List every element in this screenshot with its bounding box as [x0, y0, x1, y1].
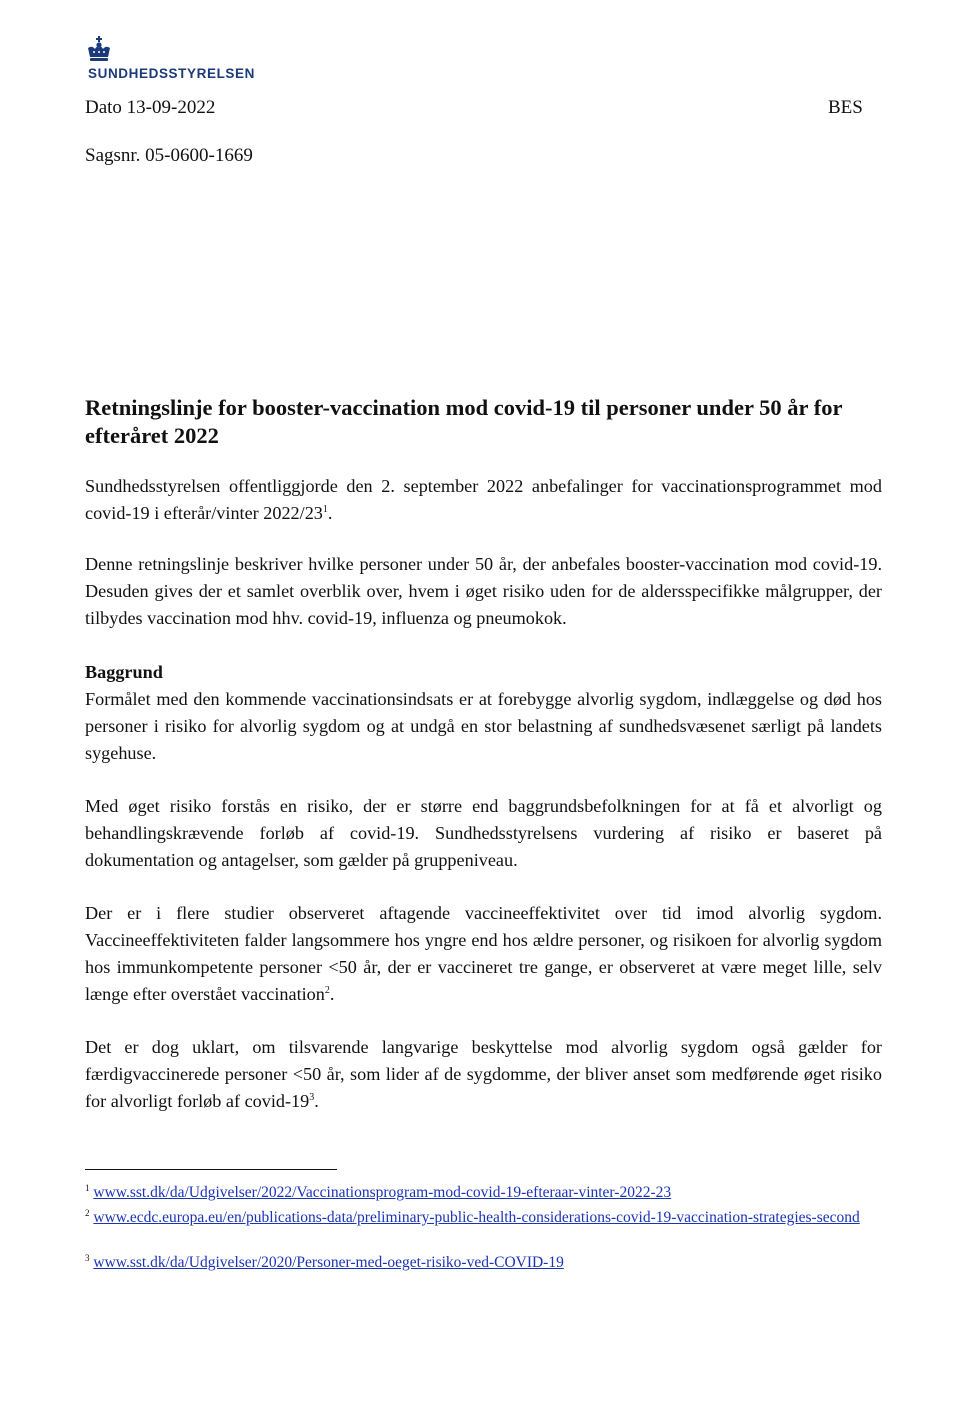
footnote-3	[85, 1253, 880, 1273]
paragraph-background-text: Formålet med den kommende vaccinationsindsats er at forebygge alvorlig sygdom, indlæggelse og død hos personer i risiko for alvorlig sygdom og at undgå en stor belastning af sundhedsvæsenet særligt på landets sygehuse.	[85, 689, 882, 763]
author-initials: BES	[828, 97, 863, 118]
sentence-end: .	[314, 1091, 319, 1111]
logo-text: SUNDHEDSSTYRELSEN	[88, 66, 255, 81]
paragraph-vaccine-effectiveness-text: Der er i flere studier observeret aftagende vaccineeffektivitet over tid imod alvorlig sygdom. Vaccineeffektiviteten falder langsommere hos yngre end hos ældre personer, og risikoen for alvorlig sygdom hos immunkompetente personer <50 år, der er vaccineret tre gange, er observeret at være meget lille, selv længe efter overstået vaccination	[85, 903, 882, 1004]
paragraph-risk-definition: Med øget risiko forstås en risiko, der er større end baggrundsbefolkningen for at få et alvorligt og behandlingskrævende forløb af covid-19. Sundhedsstyrelsens vurdering af risiko er baseret på dokumentation og antagelser, som gælder på gruppeniveau.	[85, 796, 882, 870]
footnote-ref-2[interactable]: 2	[324, 984, 330, 996]
footnote-1	[85, 1183, 880, 1203]
page-title: Retningslinje for booster-vaccination mod covid-19 til personer under 50 år for efteråret 2022	[85, 395, 843, 448]
footnote-link[interactable]: www.sst.dk/da/Udgivelser/2020/Personer-med-oeget-risiko-ved-COVID-19	[93, 1254, 564, 1271]
footnote-number: 3	[85, 1252, 90, 1263]
footnote-ref-1[interactable]: 1	[322, 503, 328, 515]
crown-icon	[86, 36, 112, 64]
paragraph-background	[85, 659, 882, 767]
paragraph-intro	[85, 473, 882, 527]
sentence-end: .	[329, 984, 335, 1004]
paragraph-intro-text: Sundhedsstyrelsen offentliggjorde den 2. september 2022 anbefalinger for vaccinationsprogrammet mod covid-19 i efterår/vinter 2022/23	[85, 476, 882, 523]
paragraph-scope: Denne retningslinje beskriver hvilke personer under 50 år, der anbefales booster-vaccination mod covid-19. Desuden gives der et samlet overblik over, hvem i øget risiko uden for de aldersspecifikke målgrupper, der tilbydes vaccination mod hhv. covid-19, influenza og pneumokok.	[85, 554, 882, 628]
footnote-divider	[85, 1169, 337, 1170]
paragraph-uncertainty	[85, 1034, 882, 1115]
paragraph-uncertainty-text: Det er dog uklart, om tilsvarende langvarige beskyttelse mod alvorlig sygdom også gælder for færdigvaccinerede personer <50 år, som lider af de sygdomme, der bliver anset som medførende øget risiko for alvorligt forløb af covid-19	[85, 1037, 882, 1111]
footnote-link[interactable]: www.sst.dk/da/Udgivelser/2022/Vaccinationsprogram-mod-covid-19-efteraar-vinter-2022-23	[93, 1184, 672, 1201]
footnote-number: 2	[85, 1207, 90, 1218]
footnote-2	[85, 1208, 880, 1228]
sentence-end: .	[327, 503, 333, 523]
document-date: Dato 13-09-2022	[85, 97, 216, 118]
footnote-ref-3[interactable]: 3	[309, 1091, 315, 1103]
footnote-number: 1	[85, 1182, 90, 1193]
paragraph-vaccine-effectiveness	[85, 900, 882, 1008]
case-number: Sagsnr. 05-0600-1669	[85, 145, 253, 166]
section-heading: Baggrund	[85, 662, 163, 682]
footnote-link[interactable]: www.ecdc.europa.eu/en/publications-data/preliminary-public-health-considerations-covid-19-vaccination-strategies-second	[93, 1209, 860, 1226]
